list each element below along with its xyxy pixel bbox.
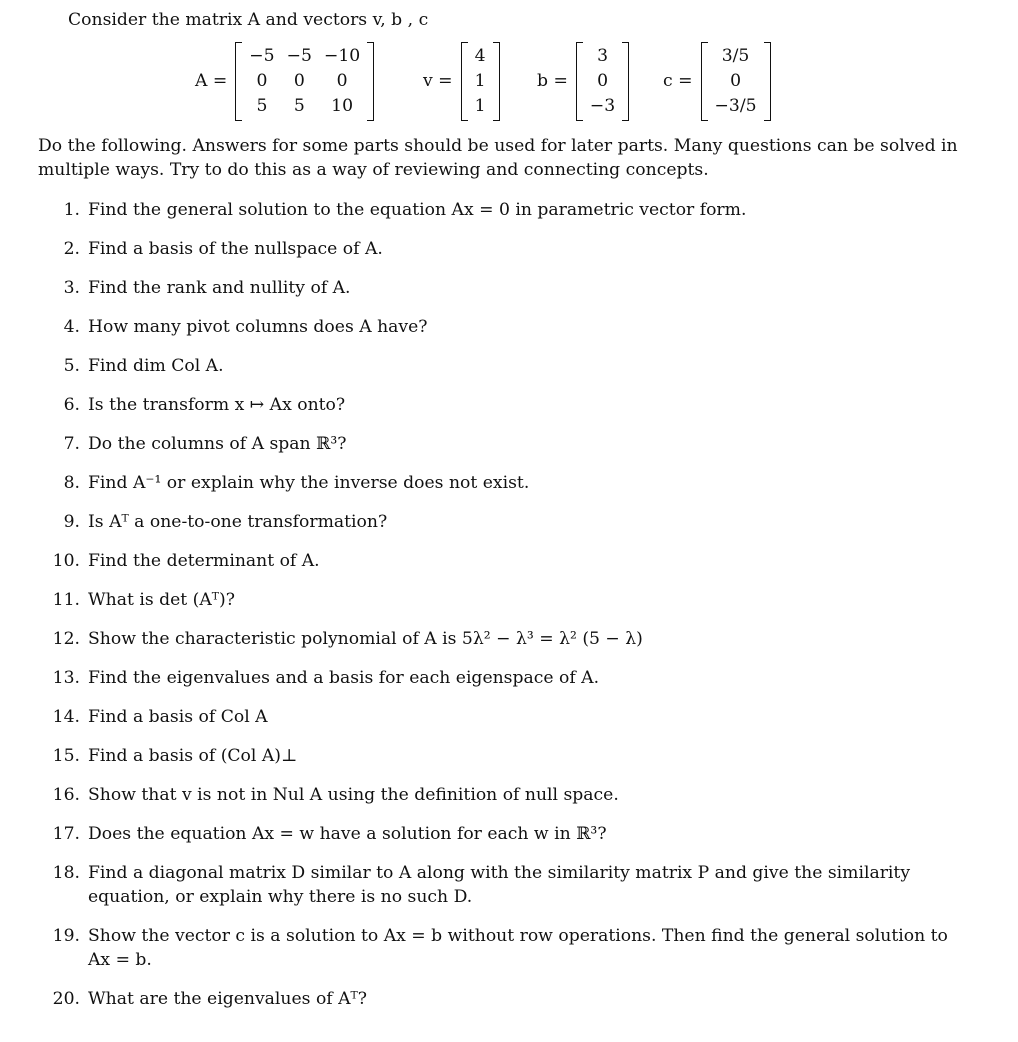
matrix-A-cell: 0	[336, 70, 348, 91]
vector-b-table	[584, 44, 621, 119]
question-number: 8.	[63, 473, 80, 493]
question-number: 10.	[52, 551, 80, 571]
vector-v	[461, 42, 500, 121]
question-number: 11.	[52, 590, 80, 610]
question-number: 5.	[63, 356, 80, 376]
question-text: Find a basis of the nullspace of A.	[88, 239, 383, 259]
question-number: 18.	[52, 863, 80, 883]
vector-b-group	[537, 42, 629, 120]
question-number: 19.	[52, 926, 80, 946]
question-text: Find a basis of Col A	[88, 707, 268, 727]
question-text: Show that v is not in Nul A using the definition of null space.	[88, 785, 619, 805]
question-text: Does the equation Ax = w have a solution for each w in ℝ³?	[88, 824, 607, 844]
vector-c-table	[709, 44, 763, 119]
question-number: 13.	[52, 668, 80, 688]
question-text: Find A⁻¹ or explain why the inverse does not exist.	[88, 473, 530, 493]
matrix-definitions	[195, 42, 995, 120]
matrix-A-cell: 0	[293, 70, 305, 91]
vector-v-cell: 4	[474, 45, 486, 66]
matrix-A-cell: −10	[323, 45, 361, 66]
vector-c	[701, 42, 771, 121]
question-text: Do the columns of A span ℝ³?	[88, 434, 347, 454]
question-number: 6.	[63, 395, 80, 415]
vector-b-label: b =	[537, 71, 568, 91]
question-text: Find a basis of (Col A)⊥	[88, 746, 298, 766]
vector-c-label: c =	[663, 71, 693, 91]
matrix-A-cell: −5	[249, 45, 275, 66]
matrix-A-group	[195, 42, 374, 120]
question-number: 15.	[52, 746, 80, 766]
matrix-A-table	[243, 44, 366, 119]
question-text: What is det (Aᵀ)?	[88, 590, 235, 610]
vector-c-cell: 3/5	[721, 45, 750, 66]
vector-b-cell: 0	[597, 70, 609, 91]
question-number: 12.	[52, 629, 80, 649]
matrix-A-cell: 5	[256, 95, 268, 116]
intro-line: Consider the matrix A and vectors v, b , c	[68, 10, 429, 30]
matrix-A-label: A =	[195, 71, 228, 91]
question-number: 2.	[63, 239, 80, 259]
question-text: Find the eigenvalues and a basis for each eigenspace of A.	[88, 668, 600, 688]
question-text: Is the transform x ↦ Ax onto?	[88, 395, 346, 415]
vector-c-group	[663, 42, 771, 120]
question-text: How many pivot columns does A have?	[88, 317, 428, 337]
vector-b	[576, 42, 629, 121]
question-text: Find the rank and nullity of A.	[88, 278, 351, 298]
vector-v-label: v =	[423, 71, 453, 91]
matrix-A	[235, 42, 374, 121]
question-number: 4.	[63, 317, 80, 337]
vector-v-cell: 1	[474, 70, 486, 91]
matrix-A-cell: 10	[331, 95, 354, 116]
vector-v-table	[469, 44, 492, 119]
question-number: 9.	[63, 512, 80, 532]
question-text: Is Aᵀ a one-to-one transformation?	[88, 512, 388, 532]
question-number: 20.	[52, 989, 80, 1009]
vector-b-cell: −3	[589, 95, 616, 116]
question-text: Find a diagonal matrix D similar to A along with the similarity matrix P and give the similarity equation, or explain why there is no such D.	[88, 863, 911, 907]
vector-v-cell: 1	[474, 95, 486, 116]
vector-c-cell: −3/5	[714, 95, 757, 116]
vector-c-cell: 0	[730, 70, 741, 91]
matrix-A-cell: −5	[286, 45, 312, 66]
vector-v-group	[423, 42, 500, 120]
vector-b-cell: 3	[597, 45, 609, 66]
question-text: Show the characteristic polynomial of A is 5λ² − λ³ = λ² (5 − λ)	[88, 629, 643, 649]
question-number: 14.	[52, 707, 80, 727]
question-text: Find the general solution to the equation Ax = 0 in parametric vector form.	[88, 200, 747, 220]
question-text: Find dim Col A.	[88, 356, 224, 376]
matrix-A-cell: 0	[256, 70, 268, 91]
question-number: 3.	[63, 278, 80, 298]
question-number: 1.	[63, 200, 80, 220]
question-text: Find the determinant of A.	[88, 551, 320, 571]
question-text: Show the vector c is a solution to Ax = b without row operations. Then find the general solution to Ax = b.	[88, 926, 948, 970]
question-number: 16.	[52, 785, 80, 805]
matrix-A-cell: 5	[293, 95, 305, 116]
question-number: 7.	[63, 434, 80, 454]
question-number: 17.	[52, 824, 80, 844]
question-text: What are the eigenvalues of Aᵀ?	[88, 989, 367, 1009]
instructions-paragraph: Do the following. Answers for some parts should be used for later parts. Many questions can be solved in multiple ways. Try to do this as a way of reviewing and connecting concepts.	[38, 136, 958, 180]
